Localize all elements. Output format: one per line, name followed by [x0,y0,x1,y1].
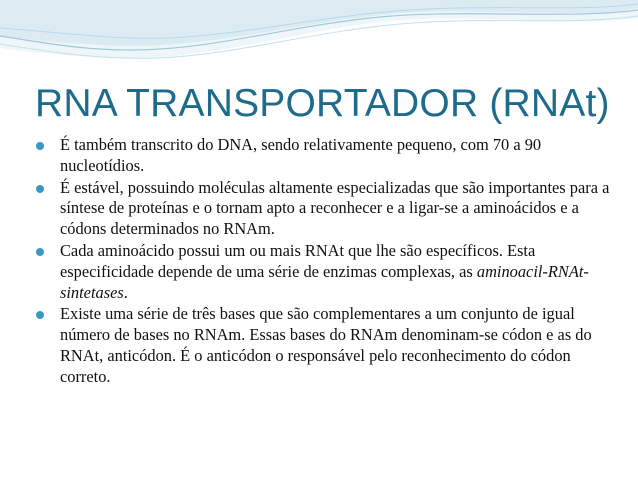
bullet-text: Existe uma série de três bases que são complementares a um conjunto de igual número de bases no RNAm. Essas bases do RNAm denominam-se códon e as do RNAt, anticódon. É o anticódon o responsável pelo reconhecimento do códon correto. [60,304,592,386]
bullet-item [36,178,621,240]
bullet-item [36,304,621,387]
filled-circle-bullet-icon [36,248,44,256]
bullet-text-end: . [123,282,128,302]
slide-title: RNA TRANSPORTADOR (RNAt) [35,82,610,125]
bullet-item [36,241,621,303]
bullet-text: É estável, possuindo moléculas altamente especializadas que são importantes para a síntese de proteínas e o tornam apto a reconhecer e a ligar-se a aminoácidos e a códons determinados no RNAm. [60,177,610,239]
bullet-text: Cada aminoácido possui um ou mais RNAt que lhe são específicos. Esta especificidade depende de uma série de enzimas complexas, as [60,240,536,281]
filled-circle-bullet-icon [36,311,44,319]
bullet-text: É também transcrito do DNA, sendo relativamente pequeno, com 70 a 90 nucleotídios. [60,135,542,175]
bullet-item [36,135,621,177]
bullet-italic-term: aminoacil-RNAt-sintetases [60,261,589,302]
decorative-wave-header [0,0,638,80]
filled-circle-bullet-icon [36,142,44,150]
filled-circle-bullet-icon [36,185,44,193]
bullet-list [36,135,621,389]
